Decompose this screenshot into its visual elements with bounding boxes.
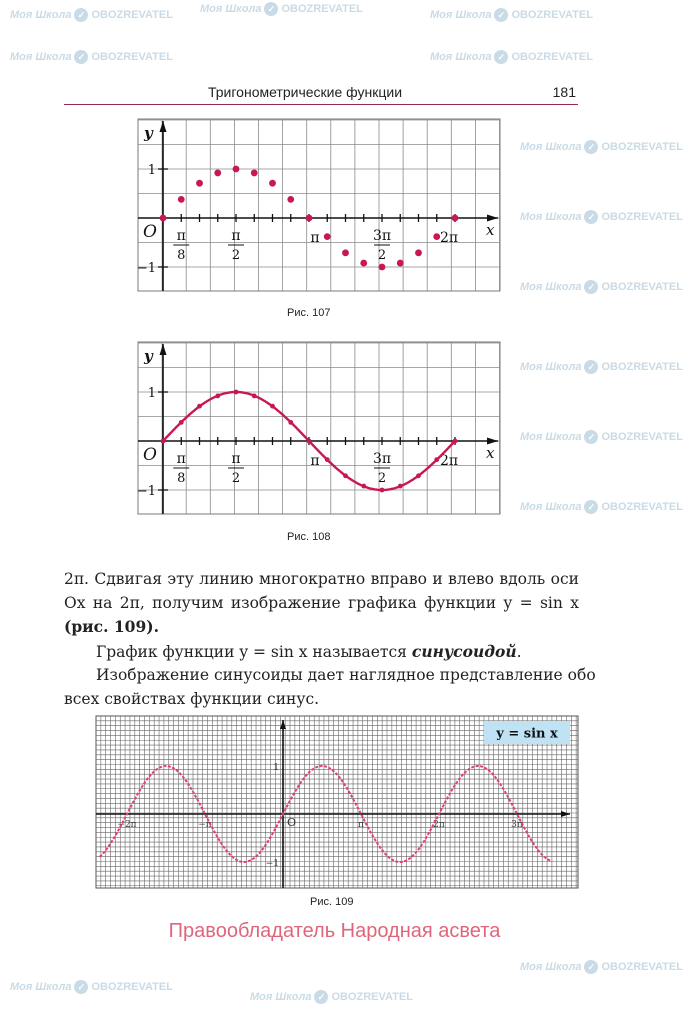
watermark — [520, 360, 683, 374]
watermark-brand-2: OBOZREVATEL — [601, 281, 683, 293]
watermark-brand-2: OBOZREVATEL — [601, 361, 683, 373]
watermark-logo-icon: ✓ — [584, 360, 598, 374]
data-point — [252, 394, 257, 399]
data-point — [343, 473, 348, 478]
y-axis-label: y — [144, 347, 153, 365]
origin-label: O — [143, 222, 157, 242]
x-tick-label: π — [310, 453, 320, 469]
watermark — [520, 280, 683, 294]
data-point — [160, 215, 167, 222]
watermark-brand-1: Моя Школа — [520, 361, 582, 373]
watermark-brand-2: OBOZREVATEL — [601, 211, 683, 223]
watermark-logo-icon: ✓ — [584, 280, 598, 294]
data-point — [178, 196, 185, 203]
watermark — [520, 140, 683, 154]
x-tick-label-denominator: 2 — [377, 248, 387, 263]
x-tick-label: −2π — [117, 820, 137, 830]
data-point — [306, 215, 313, 222]
watermark-brand-1: Моя Школа — [520, 141, 582, 153]
watermark-brand-2: OBOZREVATEL — [331, 991, 413, 1003]
watermark-logo-icon: ✓ — [74, 50, 88, 64]
y-tick-label: −1 — [136, 484, 156, 499]
watermark — [10, 980, 173, 994]
watermark-brand-1: Моя Школа — [10, 981, 72, 993]
x-tick-label: 3π — [511, 820, 523, 830]
paragraph-1-line-1: 2π. Сдвигая эту линию многократно вправо и влево вдоль оси — [64, 570, 579, 588]
paragraph-3-line-2: всех свойствах функции синус. — [64, 689, 320, 708]
watermark-brand-1: Моя Школа — [430, 51, 492, 63]
paragraph-3-line-1: Изображение синусоиды дает наглядное представление обо — [96, 666, 596, 684]
figure-107-scatter — [130, 112, 510, 298]
chapter-title: Тригонометрические функции — [208, 84, 403, 100]
watermark-logo-icon: ✓ — [584, 140, 598, 154]
paragraph-1-line-3 — [64, 615, 579, 640]
watermark-brand-2: OBOZREVATEL — [601, 961, 683, 973]
data-point — [197, 404, 202, 409]
legend-label: y = sin x — [496, 726, 558, 742]
x-tick-label-numerator: π — [176, 451, 186, 467]
data-point — [434, 457, 439, 462]
watermark-brand-1: Моя Школа — [10, 9, 72, 21]
body-text — [64, 568, 596, 711]
watermark — [520, 500, 683, 514]
running-header — [64, 84, 578, 105]
x-axis-label: x — [486, 444, 495, 462]
data-point — [233, 166, 240, 173]
watermark — [250, 990, 413, 1004]
watermark-brand-2: OBOZREVATEL — [601, 501, 683, 513]
watermark — [10, 8, 173, 22]
x-tick-label-numerator: 3π — [372, 228, 392, 244]
watermark-logo-icon: ✓ — [314, 990, 328, 1004]
watermark — [520, 210, 683, 224]
watermark-logo-icon: ✓ — [584, 960, 598, 974]
watermark — [430, 50, 593, 64]
data-point — [398, 484, 403, 489]
watermark-brand-2: OBOZREVATEL — [511, 51, 593, 63]
watermark-logo-icon: ✓ — [74, 980, 88, 994]
data-point — [270, 404, 275, 409]
data-point — [453, 439, 458, 444]
watermark-brand-1: Моя Школа — [520, 961, 582, 973]
watermark — [520, 960, 683, 974]
watermark-brand-1: Моя Школа — [10, 51, 72, 63]
watermark-logo-icon: ✓ — [264, 2, 278, 16]
data-point — [415, 249, 422, 256]
watermark-logo-icon: ✓ — [584, 210, 598, 224]
watermark-logo-icon: ✓ — [494, 8, 508, 22]
watermark-brand-2: OBOZREVATEL — [511, 9, 593, 21]
data-point — [342, 249, 349, 256]
data-point — [452, 215, 459, 222]
y-tick-label: 1 — [273, 763, 279, 773]
watermark-brand-2: OBOZREVATEL — [601, 141, 683, 153]
watermark-logo-icon: ✓ — [74, 8, 88, 22]
watermark-brand-1: Моя Школа — [520, 211, 582, 223]
x-tick-label: π — [358, 820, 364, 830]
watermark — [520, 430, 683, 444]
x-tick-label-numerator: π — [176, 228, 186, 244]
y-tick-label: 1 — [147, 163, 156, 178]
data-point — [214, 170, 221, 177]
data-point — [325, 457, 330, 462]
paragraph-1-line-2: Ox на 2π, получим изображение графика функции y = sin x — [64, 593, 579, 612]
watermark-brand-1: Моя Школа — [520, 431, 582, 443]
x-tick-label-denominator: 8 — [177, 248, 186, 263]
data-point — [179, 420, 184, 425]
x-tick-label: −π — [198, 820, 212, 830]
data-point — [379, 264, 386, 271]
data-point — [324, 233, 331, 240]
watermark-brand-2: OBOZREVATEL — [281, 3, 363, 15]
data-point — [269, 180, 276, 187]
y-axis-label: y — [144, 124, 153, 142]
origin-label: O — [143, 445, 157, 465]
data-point — [288, 420, 293, 425]
data-point — [416, 473, 421, 478]
watermark-brand-1: Моя Школа — [200, 3, 262, 15]
copyright-notice: Правообладатель Народная асвета — [168, 920, 501, 942]
watermark-brand-1: Моя Школа — [520, 501, 582, 513]
watermark-logo-icon: ✓ — [584, 500, 598, 514]
x-tick-label-denominator: 2 — [231, 471, 241, 486]
watermark-brand-1: Моя Школа — [520, 281, 582, 293]
paragraph-1-line-3-text: (рис. 109). — [64, 617, 159, 636]
figure-108-line — [130, 335, 510, 521]
x-tick-label: 2π — [439, 453, 459, 469]
data-point — [287, 196, 294, 203]
watermark-brand-2: OBOZREVATEL — [91, 51, 173, 63]
data-point — [380, 488, 385, 493]
x-tick-label-denominator: 2 — [231, 248, 241, 263]
x-tick-label-numerator: π — [231, 451, 241, 467]
figure-108-caption: Рис. 108 — [287, 531, 331, 543]
watermark — [10, 50, 173, 64]
watermark — [430, 8, 593, 22]
data-point — [397, 260, 404, 267]
watermark — [200, 2, 363, 16]
data-point — [433, 233, 440, 240]
data-point — [215, 394, 220, 399]
data-point — [307, 439, 312, 444]
paragraph-2-end: . — [516, 642, 522, 661]
watermark-brand-2: OBOZREVATEL — [91, 9, 173, 21]
term-sinusoid: синусоидой — [411, 641, 517, 661]
watermark-logo-icon: ✓ — [494, 50, 508, 64]
watermark-brand-2: OBOZREVATEL — [91, 981, 173, 993]
y-tick-label: −1 — [136, 261, 156, 276]
watermark-logo-icon: ✓ — [584, 430, 598, 444]
x-tick-label-numerator: π — [231, 228, 241, 244]
y-tick-label: −1 — [265, 859, 279, 869]
figure-109-caption: Рис. 109 — [310, 896, 354, 908]
data-point — [196, 180, 203, 187]
paragraph-2-text: График функции y = sin x называется — [96, 642, 412, 661]
figure-107-caption: Рис. 107 — [287, 307, 331, 319]
data-point — [360, 260, 367, 267]
x-tick-label-denominator: 2 — [377, 471, 387, 486]
x-tick-label: π — [310, 230, 320, 246]
figure-109-sinusoid — [96, 716, 578, 888]
paragraph-2 — [64, 640, 579, 665]
page-number: 181 — [552, 84, 576, 100]
x-tick-label-numerator: 3π — [372, 451, 392, 467]
watermark-brand-1: Моя Школа — [250, 991, 312, 1003]
data-point — [361, 484, 366, 489]
data-point — [251, 170, 258, 177]
data-point — [234, 390, 239, 395]
origin-label: O — [287, 816, 297, 829]
watermark-brand-2: OBOZREVATEL — [601, 431, 683, 443]
watermark-brand-1: Моя Школа — [430, 9, 492, 21]
x-tick-label-denominator: 8 — [177, 471, 186, 486]
y-tick-label: 1 — [147, 386, 156, 401]
x-tick-label: 2π — [433, 820, 445, 830]
x-axis-label: x — [486, 221, 495, 239]
x-tick-label: 2π — [439, 230, 459, 246]
data-point — [161, 439, 166, 444]
